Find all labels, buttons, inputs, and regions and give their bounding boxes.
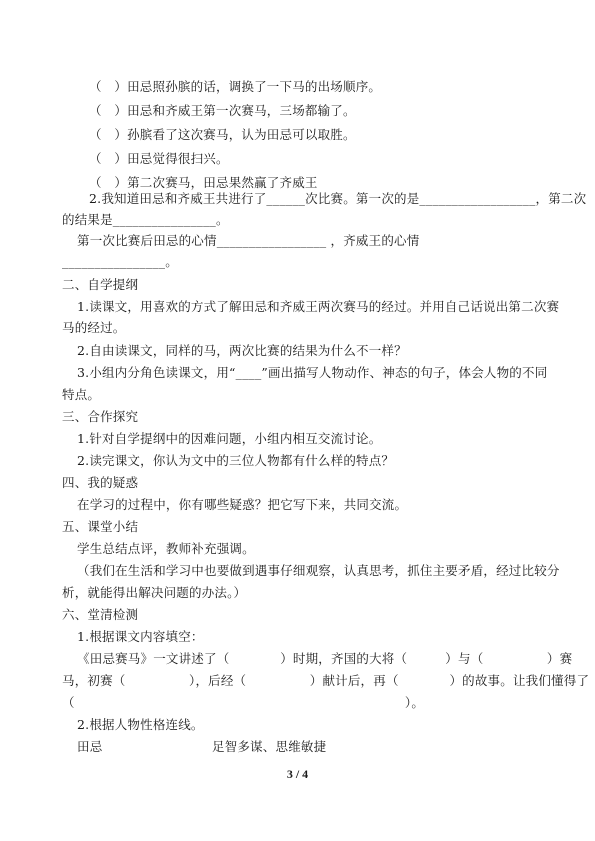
section-3-item-2: 2.读完课文，你认为文中的三位人物都有什么样的特点？ xyxy=(77,453,395,468)
fill-blank-line-1: 《田忌赛马》一文讲述了（ ）时期，齐国的大将（ ）与（ ）赛 xyxy=(77,651,573,666)
section-4-text: 在学习的过程中，你有哪些疑惑？把它写下来，共同交流。 xyxy=(77,497,408,512)
section-2-item-1-line-2: 马的经过。 xyxy=(62,320,126,335)
fill-blank-line-2: 马，初赛（ ），后经（ ）献计后，再（ ）的故事。让我们懂得了 xyxy=(62,673,590,688)
match-right-trait: 足智多谋、思维敏捷 xyxy=(212,739,327,754)
question-2-line-2: 的结果是________________。 xyxy=(62,212,229,227)
section-2-item-1-line-1: 1.读课文，用喜欢的方式了解田忌和齐威王两次赛马的经过。并用自己话说出第二次赛 xyxy=(77,299,560,314)
section-heading-6: 六、堂清检测 xyxy=(62,607,139,622)
judge-item-5: （ ）第二次赛马，田忌果然赢了齐威王 xyxy=(89,175,318,190)
section-heading-4: 四、我的疑惑 xyxy=(62,475,139,490)
judge-item-1: （ ）田忌照孙膑的话，调换了一下马的出场顺序。 xyxy=(89,79,382,94)
question-2-line-4: ________________。 xyxy=(62,254,178,269)
section-2-item-3-line-1: 3.小组内分角色读课文，用“____”画出描写人物动作、神态的句子，体会人物的不同 xyxy=(77,365,548,380)
section-3-item-1: 1.针对自学提纲中的因难问题，小组内相互交流讨论。 xyxy=(77,431,382,446)
section-5-text: 学生总结点评，教师补充强调。 xyxy=(77,541,255,556)
section-2-item-3-line-2: 特点。 xyxy=(62,387,101,402)
question-2-line-1: 2.我知道田忌和齐威王共进行了______次比赛。第一次的是__________________，第二次 xyxy=(89,191,587,206)
judge-item-4: （ ）田忌觉得很扫兴。 xyxy=(89,151,229,166)
section-6-item-1: 1.根据课文内容填空： xyxy=(77,629,204,644)
question-2-line-3: 第一次比赛后田忌的心情_________________ ，齐威王的心情 xyxy=(77,233,420,248)
page-number: 3 / 4 xyxy=(286,767,309,781)
section-6-item-2: 2.根据人物性格连线。 xyxy=(77,717,204,732)
judge-item-3: （ ）孙膑看了这次赛马，认为田忌可以取胜。 xyxy=(89,127,356,142)
match-left-tian-ji: 田忌 xyxy=(77,739,103,754)
section-heading-5: 五、课堂小结 xyxy=(62,519,139,534)
fill-blank-line-3: （ ）。 xyxy=(62,695,425,710)
section-2-item-2: 2.自由读课文，同样的马，两次比赛的结果为什么不一样？ xyxy=(77,343,407,358)
section-heading-2: 二、自学提纲 xyxy=(62,277,139,292)
judge-item-2: （ ）田忌和齐威王第一次赛马，三场都输了。 xyxy=(89,103,356,118)
section-heading-3: 三、合作探究 xyxy=(62,409,139,424)
section-5-note-line-2: 析，就能得出解决问题的办法。） xyxy=(62,585,247,600)
section-5-note-line-1: （我们在生活和学习中也要做到遇事仔细观察，认真思考，抓住主要矛盾，经过比较分 xyxy=(77,563,560,578)
